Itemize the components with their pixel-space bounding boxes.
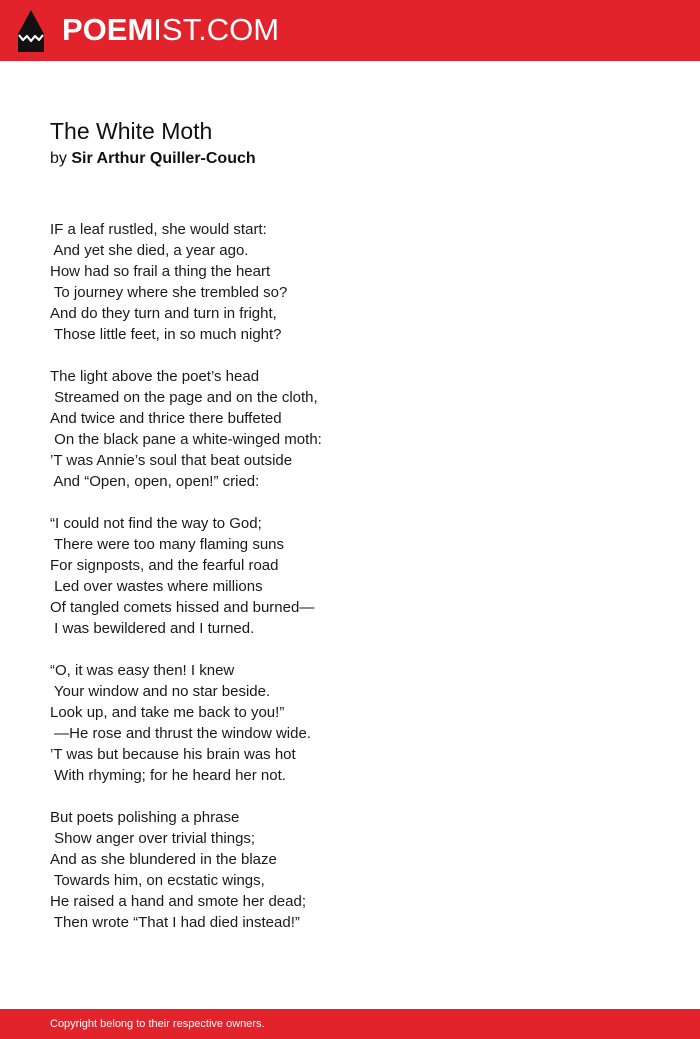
- poem-line: And yet she died, a year ago.: [50, 242, 249, 259]
- poem-line: And do they turn and turn in fright,: [50, 305, 277, 322]
- poem-line: “I could not find the way to God;: [50, 515, 262, 532]
- site-header: [0, 0, 700, 61]
- footer-copyright: Copyright belong to their respective owners.: [50, 1018, 265, 1030]
- logo-text-bold: POEM: [62, 12, 154, 47]
- poem-line: With rhyming; for he heard her not.: [50, 767, 286, 784]
- poem-line: Led over wastes where millions: [50, 578, 263, 595]
- poem-stanza: [50, 366, 650, 492]
- poem-line: Those little feet, in so much night?: [50, 326, 282, 343]
- site-footer: [0, 1009, 700, 1039]
- poem-stanza: [50, 219, 650, 345]
- poem-stanza: [50, 660, 650, 786]
- poem-line: Look up, and take me back to you!”: [50, 704, 285, 721]
- poem-line: IF a leaf rustled, she would start:: [50, 221, 267, 238]
- poem-title: The White Moth: [50, 118, 213, 144]
- poem-stanza: [50, 807, 650, 933]
- poem-author: Sir Arthur Quiller-Couch: [71, 150, 256, 167]
- poem-line: To journey where she trembled so?: [50, 284, 288, 301]
- poem-line: Of tangled comets hissed and burned—: [50, 599, 315, 616]
- poem-line: Streamed on the page and on the cloth,: [50, 389, 318, 406]
- poem-line: Your window and no star beside.: [50, 683, 271, 700]
- poem-line: How had so frail a thing the heart: [50, 263, 271, 280]
- poem-line: For signposts, and the fearful road: [50, 557, 279, 574]
- poem-line: Then wrote “That I had died instead!”: [50, 914, 300, 931]
- poem-line: But poets polishing a phrase: [50, 809, 240, 826]
- logo-text-light: IST.COM: [153, 12, 280, 47]
- poem-line: There were too many flaming suns: [50, 536, 285, 553]
- byline-prefix: by: [50, 150, 72, 167]
- poem-line: And twice and thrice there buffeted: [50, 410, 282, 427]
- poem-body: [50, 219, 650, 954]
- poem-line: ’T was Annie’s soul that beat outside: [50, 452, 293, 469]
- poem-line: He raised a hand and smote her dead;: [50, 893, 307, 910]
- poem-line: And “Open, open, open!” cried:: [50, 473, 260, 490]
- poem-line: Towards him, on ecstatic wings,: [50, 872, 265, 889]
- site-logo[interactable]: [62, 12, 279, 48]
- poem-line: Show anger over trivial things;: [50, 830, 256, 847]
- poem-line: “O, it was easy then! I knew: [50, 662, 235, 679]
- pencil-tip-icon: [18, 10, 44, 52]
- poem-line: ’T was but because his brain was hot: [50, 746, 296, 763]
- poem-line: And as she blundered in the blaze: [50, 851, 277, 868]
- poem-byline: [50, 148, 256, 169]
- poem-line: I was bewildered and I turned.: [50, 620, 255, 637]
- poem-stanza: [50, 513, 650, 639]
- poem-line: On the black pane a white-winged moth:: [50, 431, 322, 448]
- poem-line: The light above the poet’s head: [50, 368, 260, 385]
- poem-line: —He rose and thrust the window wide.: [50, 725, 311, 742]
